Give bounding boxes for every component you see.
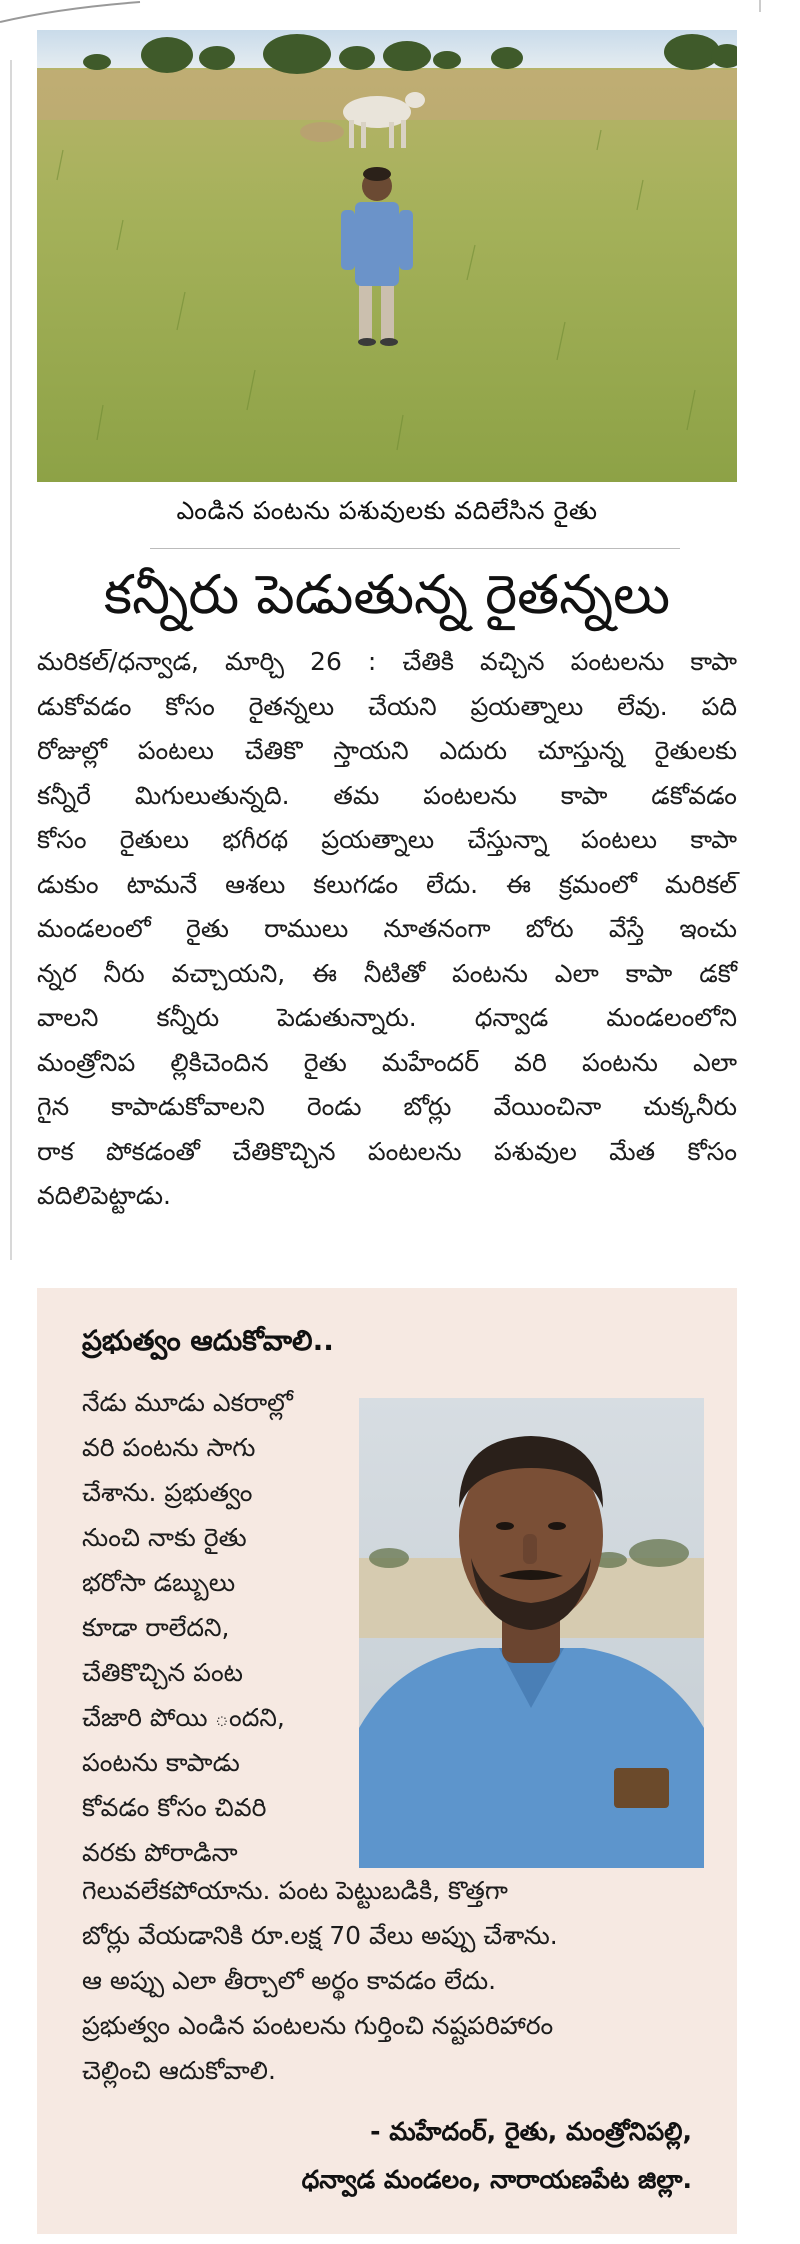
body-line: కన్నీరే మిగులుతున్నది. తమ పంటలను కాపా డకోవడం [37,780,737,810]
quote-line: నేడు మూడు ఎకరాల్లో [82,1388,293,1417]
quote-line: చేజారి పోయి ందని, [82,1703,285,1732]
field-farmer-photo [37,30,737,482]
quote-line: భరోసా డబ్బులు [82,1568,236,1597]
body-line: డుకోవడం కోసం రైతన్నలు చేయని ప్రయత్నాలు లేవు. పది [37,691,737,721]
page-edge-curve [0,0,800,30]
body-line: వదిలిపెట్టాడు. [37,1181,171,1210]
article-body [37,640,737,1219]
quote-line: గెలువలేకపోయాను. పంట పెట్టుబడికి, కొత్తగా [82,1876,508,1905]
quote-line: కూడా రాలేదని, [82,1613,230,1642]
quote-line: బోర్లు వేయడానికి రూ.లక్ష 70 వేలు అప్పు చేశాను. [82,1921,558,1950]
body-line: డుకుం టామనే ఆశలు కలుగడం లేదు. ఈ క్రమంలో మరికల్ [37,869,737,899]
body-line: కోసం రైతులు భగీరథ ప్రయత్నాలు చేస్తున్నా పంటలు కాపా [37,825,737,854]
caption-divider [150,548,680,549]
body-line: న్నర నీరు వచ్చాయని, ఈ నీటితో పంటను ఎలా కాపా డకో [37,958,737,988]
body-line: గైన కాపాడుకోవాలని రెండు బోర్లు వేయించినా చుక్కనీరు [37,1092,737,1121]
farmer-quote-box [37,1288,737,2234]
quote-line: చెల్లించి ఆదుకోవాలి. [82,2056,276,2085]
body-line: వాలని కన్నీరు పెడుతున్నారు. ధన్వాడ మండలంలోని [37,1003,737,1032]
quote-heading: ప్రభుత్వం ఆదుకోవాలి.. [82,1324,334,1357]
quote-line: కోవడం కోసం చివరి [82,1793,267,1822]
quote-line: ప్రభుత్వం ఎండిన పంటలను గుర్తించి నష్టపరిహారం [82,2011,554,2040]
article-headline: కన్నీరు పెడుతున్న రైతన్నలు [103,563,671,626]
body-line: మంత్రోనిప ల్లికిచెందిన రైతు మహేందర్ వరి పంటను ఎలా [37,1047,737,1077]
attribution-line: ధన్వాడ మండలం, నారాయణపేట జిల్లా. [301,2165,692,2194]
quote-line: పంటను కాపాడు [82,1748,240,1777]
quote-line: ఆ అప్పు ఎలా తీర్చాలో అర్థం కావడం లేదు. [82,1966,497,1995]
quote-wide-text [82,1868,712,2093]
quote-line: చేతికొచ్చిన పంట [82,1658,243,1687]
attribution-line: - మహేదంర్, రైతు, మంత్రోనిపల్లి, [370,2117,692,2146]
column-divider [10,60,12,1260]
quote-line: వరకు పోరాడినా [82,1838,238,1867]
body-line: రాక పోకడంతో చేతికొచ్చిన పంటలను పశువుల మేత కోసం [37,1136,737,1166]
quote-line: చేశాను. ప్రభుత్వం [82,1478,253,1507]
body-line: మండలంలో రైతు రాములు నూతనంగా బోరు వేస్తే ఇంచు [37,914,737,943]
body-line: మరికల్/ధన్వాడ, మార్చి 26 : చేతికి వచ్చిన పంటలను కాపా [37,647,737,676]
quote-line: నుంచి నాకు రైతు [82,1523,247,1552]
quote-line: వరి పంటను సాగు [82,1433,256,1462]
quote-narrow-text [82,1380,293,1875]
farmer-portrait-photo [359,1398,704,1868]
quote-attribution [302,2108,692,2204]
photo-caption: ఎండిన పంటను పశువులకు వదిలేసిన రైతు [176,496,598,525]
body-line: రోజుల్లో పంటలు చేతికొ స్తాయని ఎదురు చూస్తున్న రైతులకు [37,736,737,765]
